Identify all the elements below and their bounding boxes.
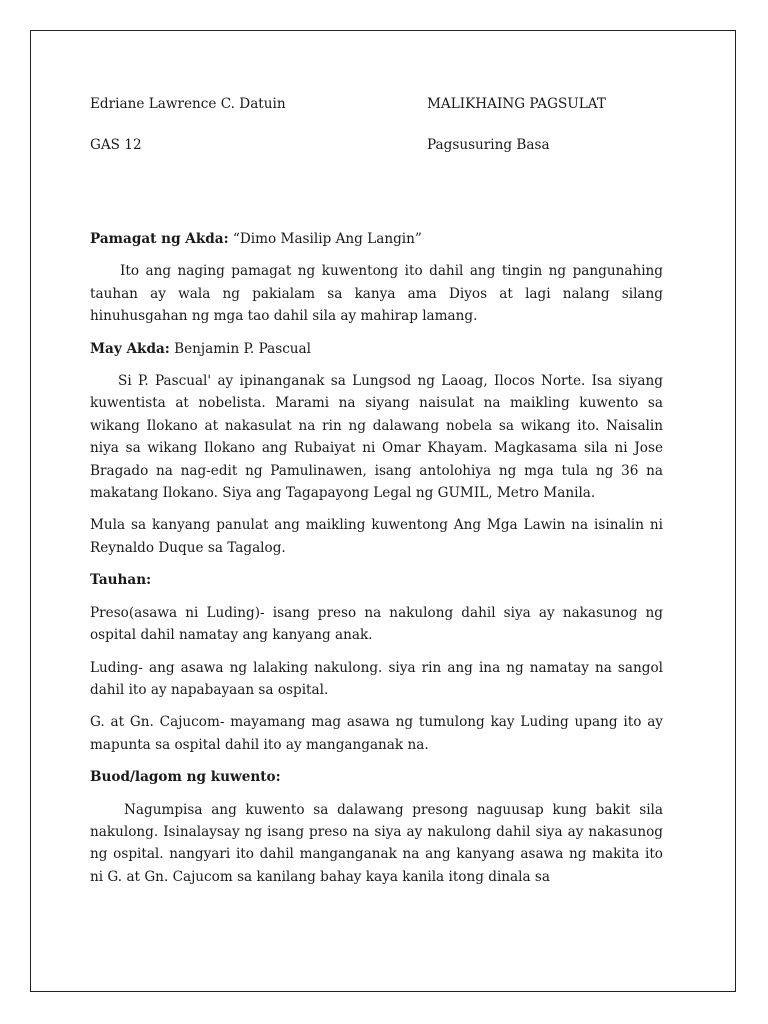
summary-text: Nagumpisa ang kuwento sa dalawang presong naguusap kung bakit sila nakulong. Isinalaysay ng isang preso na siya ay nakulong dahil siya ay nakasunog ng ospital. nangyari ito dahil manganganak na ang kanyang asawa ng makita ito ni G. at Gn. Cajucom sa kanilang bahay kaya kanila itong dinala sa — [90, 801, 663, 885]
character-item: G. at Gn. Cajucom- mayamang mag asawa ng tumulong kay Luding upang ito ay mapunta sa ospital dahil ito ay manganganak na. — [90, 714, 663, 753]
title-line — [90, 228, 663, 250]
activity-title: Pagsusuring Basa — [427, 137, 550, 153]
summary-label: Buod/lagom ng kuwento: — [90, 769, 281, 786]
character-item: Luding- ang asawa ng lalaking nakulong. siya rin ang ina ng namatay na sangol dahil ito ay napabayaan sa ospital. — [90, 659, 663, 698]
author-line — [90, 338, 663, 360]
document-content — [90, 93, 663, 898]
document-page — [30, 30, 736, 992]
character-item: Preso(asawa ni Luding)- isang preso na nakulong dahil siya ay nakasunog ng ospital dahil namatay ang kanyang anak. — [90, 604, 663, 644]
author-name: Edriane Lawrence C. Datuin — [90, 96, 286, 112]
author-note: Mula sa kanyang panulat ang maikling kuwentong Ang Mga Lawin na isinalin ni Reynaldo Duque sa Tagalog. — [90, 517, 663, 556]
header-row-2 — [90, 134, 663, 156]
title-value: “Dimo Masilip Ang Langin” — [228, 231, 422, 247]
author-value: Benjamin P. Pascual — [169, 340, 312, 357]
title-explanation: Ito ang naging pamagat ng kuwentong ito dahil ang tingin ng pangunahing tauhan ay wala ng pakialam sa kanya ama Diyos at lagi nalang silang hinuhusgahan ng mga tao dahil sila ay mahirap lamang. — [90, 263, 663, 325]
summary-heading — [90, 766, 663, 788]
section-label: GAS 12 — [90, 137, 142, 153]
characters-heading — [90, 569, 663, 591]
header-row-1 — [90, 93, 663, 115]
characters-label: Tauhan: — [90, 572, 152, 589]
author-bio: Si P. Pascual' ay ipinanganak sa Lungsod ng Laoag, Ilocos Norte. Isa siyang kuwentista at nobelista. Marami na siyang naisulat na maikling kuwento sa wikang Ilokano at nakasulat na rin ng dalawang nobela sa wikang ito. Naisalin niya sa wikang Ilokano ang Rubaiyat ni Omar Khayam. Magkasama sila ni Jose Bragado na nag-edit ng Pamulinawen, isang antolohiya ng mga tula ng 36 na makatang Ilokano. Siya ang Tagapayong Legal ng GUMIL, Metro Manila. — [90, 373, 663, 502]
subject-title: MALIKHAING PAGSULAT — [427, 96, 606, 112]
author-label: May Akda: — [90, 340, 170, 357]
title-label: Pamagat ng Akda: — [90, 231, 229, 247]
